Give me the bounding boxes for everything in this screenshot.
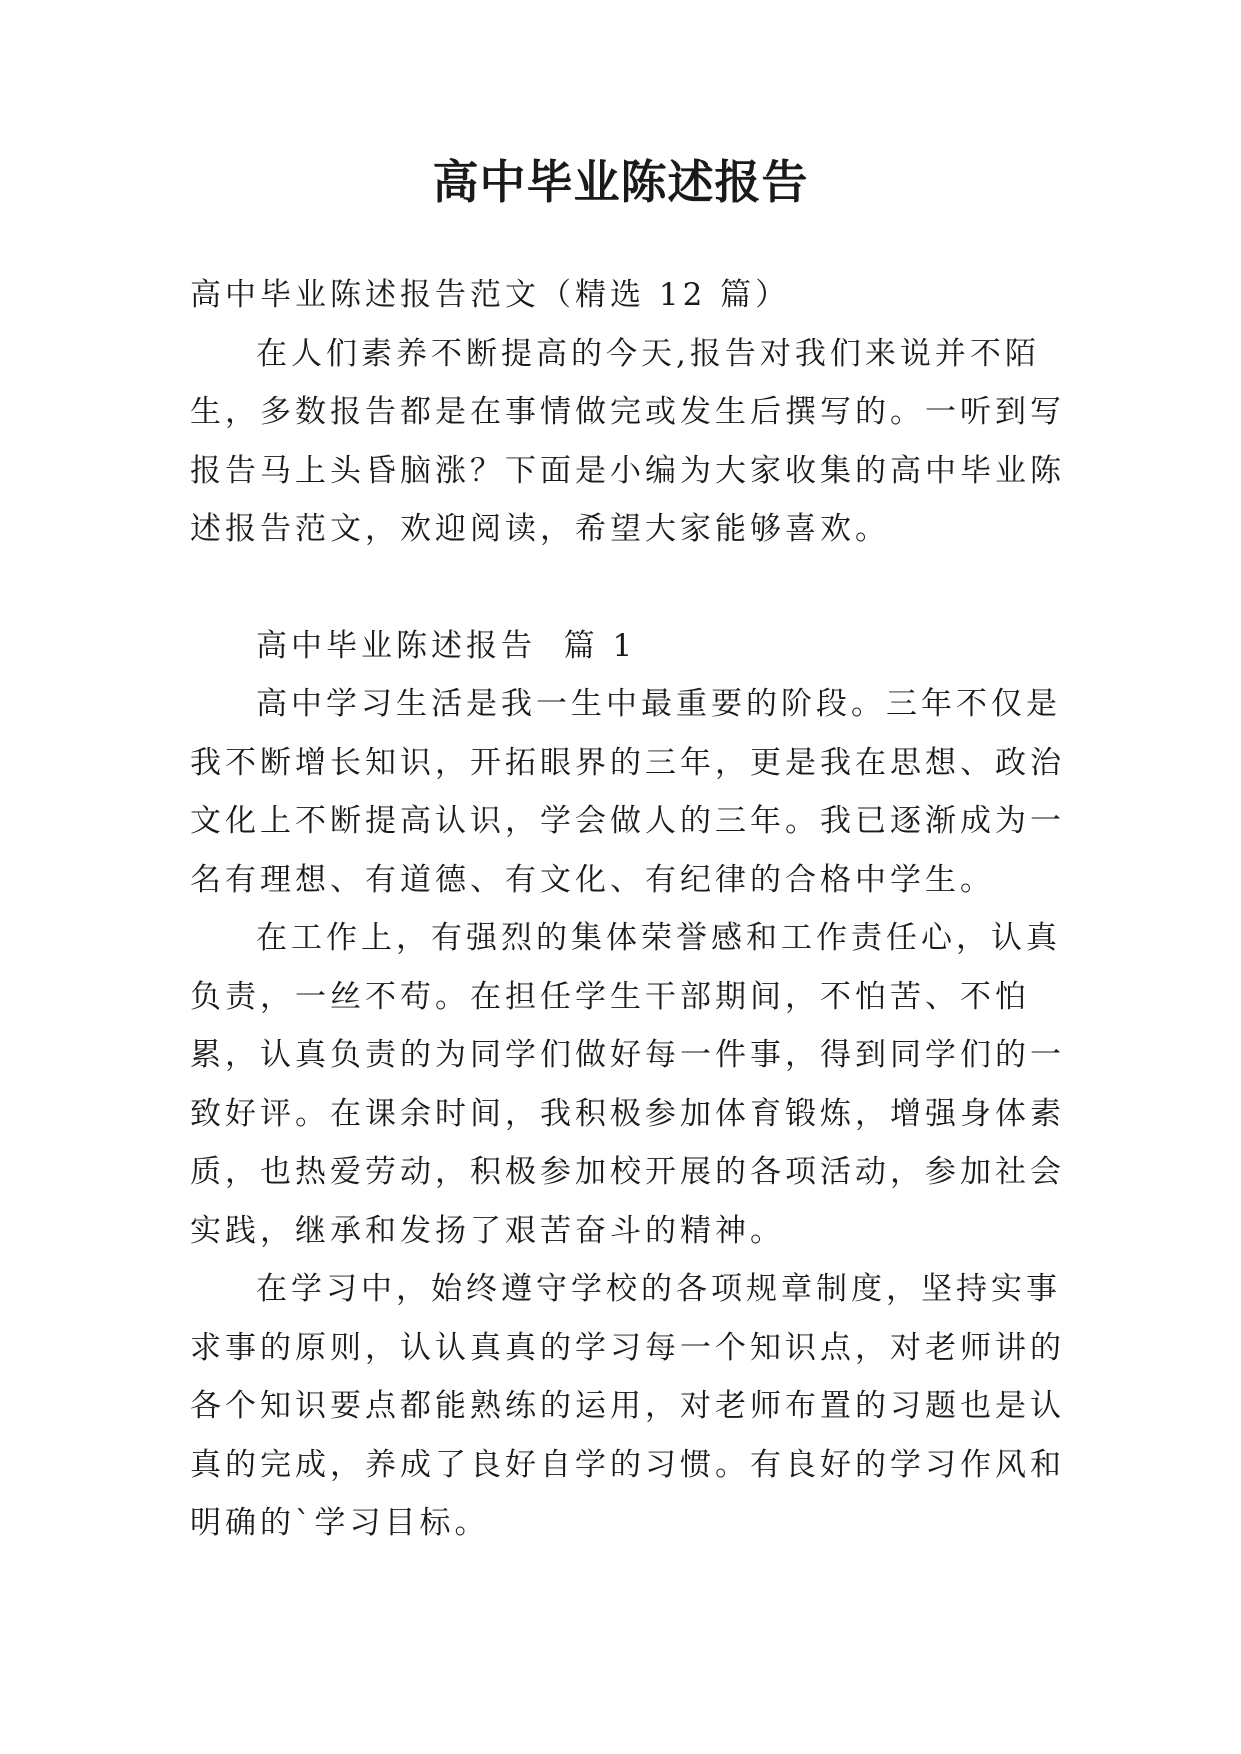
intro-paragraph: 在人们素养不断提高的今天,报告对我们来说并不陌生，多数报告都是在事情做完或发生后撰写的。一听到写报告马上头昏脑涨？下面是小编为大家收集的高中毕业陈述报告范文，欢迎阅读，希望大家能够喜欢。 [190,335,1065,547]
body-paragraph: 高中学习生活是我一生中最重要的阶段。三年不仅是我不断增长知识，开拓眼界的三年，更是我在思想、政治文化上不断提高认识，学会做人的三年。我已逐渐成为一名有理想、有道德、有文化、有纪律的合格中学生。 [190,686,1065,898]
document-subtitle: 高中毕业陈述报告范文（精选 12 篇） [190,277,791,313]
body-paragraph: 在学习中，始终遵守学校的各项规章制度，坚持实事求事的原则，认认真真的学习每一个知识点，对老师讲的各个知识要点都能熟练的运用，对老师布置的习题也是认真的完成，养成了良好自学的习惯。有良好的学习作风和明确的`学习目标。 [190,1271,1065,1541]
document-body [190,266,1070,1553]
section-heading: 高中毕业陈述报告 篇 1 [256,627,637,664]
document-title: 高中毕业陈述报告 [432,155,809,209]
body-paragraph: 在工作上，有强烈的集体荣誉感和工作责任心，认真负责，一丝不苟。在担任学生干部期间，不怕苦、不怕累，认真负责的为同学们做好每一件事，得到同学们的一致好评。在课余时间，我积极参加体育锻炼，增强身体素质，也热爱劳动，积极参加校开展的各项活动，参加社会实践，继承和发扬了艰苦奋斗的精神。 [190,920,1065,1249]
